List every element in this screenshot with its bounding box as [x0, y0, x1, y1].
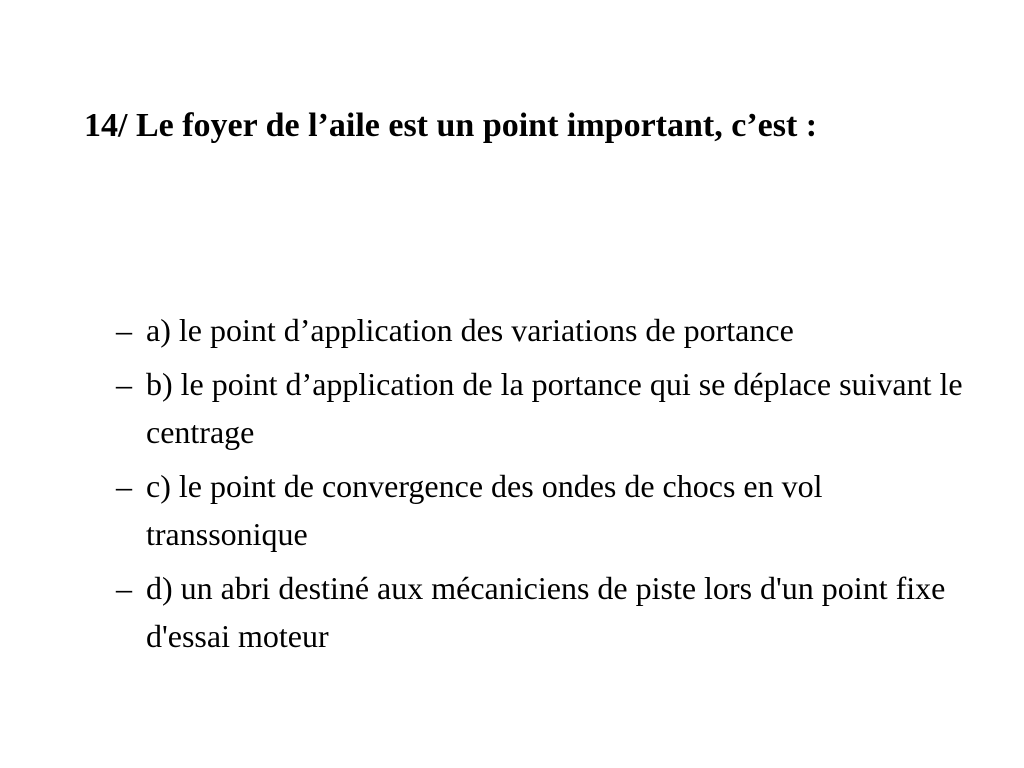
answer-option-b[interactable]: [116, 360, 976, 456]
answer-option-c[interactable]: [116, 462, 976, 558]
answer-option-d[interactable]: [116, 564, 976, 660]
bullet-dash: –: [116, 468, 132, 504]
answer-option-a[interactable]: [116, 306, 976, 354]
answer-option-text: c) le point de convergence des ondes de chocs en vol transsonique: [146, 468, 823, 552]
bullet-dash: –: [116, 570, 132, 606]
bullet-dash: –: [116, 312, 132, 348]
bullet-dash: –: [116, 366, 132, 402]
answer-option-text: a) le point d’application des variations de portance: [146, 312, 794, 348]
answer-option-text: b) le point d’application de la portance qui se déplace suivant le centrage: [146, 366, 963, 450]
answer-option-text: d) un abri destiné aux mécaniciens de piste lors d'un point fixe d'essai moteur: [146, 570, 946, 654]
answer-options-list: [116, 306, 976, 666]
question-title: 14/ Le foyer de l’aile est un point important, c’est :: [84, 107, 818, 144]
